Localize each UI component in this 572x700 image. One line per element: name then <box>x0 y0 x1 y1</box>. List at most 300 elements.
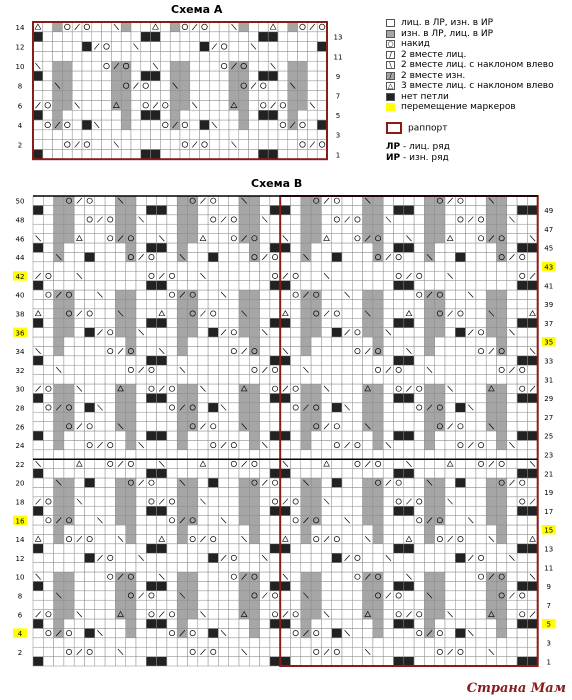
stitch-cell <box>394 318 404 327</box>
stitch-cell <box>507 431 517 440</box>
stitch-cell <box>43 393 53 402</box>
stitch-cell <box>383 318 393 327</box>
stitch-cell <box>218 205 228 214</box>
stitch-cell <box>105 281 115 290</box>
stitch-cell <box>291 563 301 572</box>
yarnover-icon: ○ <box>387 40 394 48</box>
stitch-cell <box>136 487 146 496</box>
stitch-cell <box>54 318 64 327</box>
stitch-cell <box>291 403 301 412</box>
stitch-cell <box>486 281 496 290</box>
stitch-cell <box>136 412 146 421</box>
stitch-cell <box>414 534 424 543</box>
stitch-cell <box>352 478 362 487</box>
stitch-cell <box>404 252 414 261</box>
stitch-cell <box>404 525 414 534</box>
stitch-cell <box>95 384 105 393</box>
stitch-cell <box>466 196 476 205</box>
stitch-cell <box>177 375 187 384</box>
stitch-cell <box>229 346 239 355</box>
stitch-cell <box>229 544 239 553</box>
row-number-left: 26 <box>15 423 25 432</box>
stitch-cell <box>476 628 486 637</box>
stitch-cell <box>115 318 125 327</box>
stitch-cell <box>435 647 445 656</box>
stitch-cell <box>177 243 187 252</box>
stitch-cell <box>85 412 95 421</box>
stitch-cell <box>218 581 228 590</box>
stitch-cell <box>167 591 177 600</box>
stitch-cell <box>188 309 198 318</box>
stitch-cell <box>435 309 445 318</box>
stitch-cell <box>85 346 95 355</box>
stitch-cell <box>311 487 321 496</box>
stitch-cell <box>291 516 301 525</box>
stitch-cell <box>208 525 218 534</box>
stitch-cell <box>188 224 198 233</box>
stitch-cell <box>115 215 125 224</box>
stitch-cell <box>198 393 208 402</box>
stitch-cell <box>363 252 373 261</box>
stitch-cell <box>280 619 290 628</box>
stitch-cell <box>342 610 352 619</box>
stitch-cell <box>188 610 198 619</box>
stitch-cell <box>352 375 362 384</box>
stitch-cell <box>33 581 43 590</box>
stitch-cell <box>74 469 84 478</box>
stitch-cell <box>260 544 270 553</box>
stitch-cell <box>291 459 301 468</box>
stitch-cell <box>435 431 445 440</box>
stitch-cell <box>476 600 486 609</box>
stitch-cell <box>332 628 342 637</box>
stitch-cell <box>332 346 342 355</box>
stitch-cell <box>64 647 74 656</box>
stitch-cell <box>270 638 280 647</box>
stitch-cell <box>280 412 290 421</box>
stitch-cell <box>311 318 321 327</box>
stitch-cell <box>373 243 383 252</box>
stitch-cell <box>188 252 198 261</box>
stitch-cell <box>74 581 84 590</box>
stitch-cell <box>64 365 74 374</box>
stitch-cell <box>43 619 53 628</box>
stitch-cell <box>352 544 362 553</box>
stitch-cell <box>208 299 218 308</box>
stitch-cell <box>321 440 331 449</box>
stitch-cell <box>33 328 43 337</box>
stitch-cell <box>167 365 177 374</box>
stitch-cell <box>85 506 95 515</box>
stitch-cell <box>249 591 259 600</box>
stitch-cell <box>167 581 177 590</box>
stitch-cell <box>352 299 362 308</box>
stitch-cell <box>517 563 527 572</box>
stitch-cell <box>188 581 198 590</box>
stitch-cell <box>64 516 74 525</box>
stitch-cell <box>383 243 393 252</box>
stitch-cell <box>466 600 476 609</box>
stitch-cell <box>311 459 321 468</box>
stitch-cell <box>280 196 290 205</box>
stitch-cell <box>105 553 115 562</box>
stitch-cell <box>311 403 321 412</box>
stitch-cell <box>373 647 383 656</box>
stitch-cell <box>33 506 43 515</box>
stitch-cell <box>280 356 290 365</box>
stitch-cell <box>177 506 187 515</box>
stitch-cell <box>157 375 167 384</box>
stitch-cell <box>414 647 424 656</box>
stitch-cell <box>394 506 404 515</box>
stitch-cell <box>249 309 259 318</box>
stitch-cell <box>249 440 259 449</box>
stitch-cell <box>198 365 208 374</box>
stitch-cell <box>188 572 198 581</box>
stitch-cell <box>507 375 517 384</box>
stitch-cell <box>301 356 311 365</box>
stitch-cell <box>85 600 95 609</box>
stitch-cell <box>486 290 496 299</box>
stitch-cell <box>445 581 455 590</box>
stitch-cell <box>136 346 146 355</box>
stitch-cell <box>332 365 342 374</box>
stitch-cell <box>33 356 43 365</box>
stitch-cell <box>218 610 228 619</box>
stitch-cell <box>476 243 486 252</box>
stitch-cell <box>435 346 445 355</box>
stitch-cell <box>188 657 198 666</box>
stitch-cell <box>126 309 136 318</box>
stitch-cell <box>126 412 136 421</box>
stitch-cell <box>54 497 64 506</box>
stitch-cell <box>95 506 105 515</box>
stitch-cell <box>445 619 455 628</box>
stitch-cell <box>486 328 496 337</box>
stitch-cell <box>280 243 290 252</box>
stitch-cell <box>404 469 414 478</box>
stitch-cell <box>342 318 352 327</box>
stitch-cell <box>167 205 177 214</box>
stitch-cell <box>85 375 95 384</box>
stitch-cell <box>507 346 517 355</box>
stitch-cell <box>373 346 383 355</box>
stitch-cell <box>167 657 177 666</box>
stitch-cell <box>64 299 74 308</box>
stitch-cell <box>126 393 136 402</box>
stitch-cell <box>115 328 125 337</box>
stitch-cell <box>105 525 115 534</box>
stitch-cell <box>43 234 53 243</box>
stitch-cell <box>394 581 404 590</box>
stitch-cell <box>352 365 362 374</box>
stitch-cell <box>146 215 156 224</box>
stitch-cell <box>383 224 393 233</box>
stitch-cell <box>291 243 301 252</box>
stitch-cell <box>486 224 496 233</box>
stitch-cell <box>352 581 362 590</box>
stitch-cell <box>476 356 486 365</box>
stitch-cell <box>157 544 167 553</box>
stitch-cell <box>270 215 280 224</box>
stitch-cell <box>229 215 239 224</box>
stitch-cell <box>126 628 136 637</box>
stitch-cell <box>95 581 105 590</box>
stitch-cell <box>208 281 218 290</box>
stitch-cell <box>291 262 301 271</box>
stitch-cell <box>466 647 476 656</box>
stitch-cell <box>435 638 445 647</box>
stitch-cell <box>414 393 424 402</box>
stitch-cell <box>198 619 208 628</box>
stitch-cell <box>239 318 249 327</box>
stitch-cell <box>43 205 53 214</box>
stitch-cell <box>218 647 228 656</box>
stitch-cell <box>414 337 424 346</box>
stitch-cell <box>445 403 455 412</box>
stitch-cell <box>311 431 321 440</box>
stitch-cell <box>517 356 527 365</box>
stitch-cell <box>311 478 321 487</box>
stitch-cell <box>270 628 280 637</box>
stitch-cell <box>352 657 362 666</box>
stitch-cell <box>394 657 404 666</box>
stitch-cell <box>352 281 362 290</box>
stitch-cell <box>146 234 156 243</box>
stitch-cell <box>435 252 445 261</box>
stitch-cell <box>486 431 496 440</box>
stitch-cell <box>301 469 311 478</box>
stitch-cell <box>466 638 476 647</box>
stitch-cell <box>291 581 301 590</box>
stitch-cell <box>373 375 383 384</box>
stitch-cell <box>466 478 476 487</box>
stitch-cell <box>229 393 239 402</box>
stitch-cell <box>352 346 362 355</box>
stitch-cell <box>455 638 465 647</box>
stitch-cell <box>486 628 496 637</box>
stitch-cell <box>507 628 517 637</box>
stitch-cell <box>54 450 64 459</box>
stitch-cell <box>301 459 311 468</box>
stitch-cell <box>167 619 177 628</box>
stitch-cell <box>414 469 424 478</box>
stitch-cell <box>157 628 167 637</box>
stitch-cell <box>218 487 228 496</box>
stitch-cell <box>218 318 228 327</box>
stitch-cell <box>239 581 249 590</box>
stitch-cell <box>208 271 218 280</box>
stitch-cell <box>64 478 74 487</box>
stitch-cell <box>301 619 311 628</box>
stitch-cell <box>445 328 455 337</box>
stitch-cell <box>85 196 95 205</box>
stitch-cell <box>414 252 424 261</box>
stitch-cell <box>466 393 476 402</box>
stitch-cell <box>517 516 527 525</box>
row-number-right: 33 <box>544 357 554 366</box>
stitch-cell <box>394 299 404 308</box>
stitch-cell <box>394 328 404 337</box>
stitch-cell <box>74 657 84 666</box>
stitch-cell <box>64 440 74 449</box>
stitch-cell <box>146 224 156 233</box>
stitch-cell <box>198 412 208 421</box>
stitch-cell <box>74 215 84 224</box>
stitch-cell <box>321 337 331 346</box>
stitch-cell <box>445 318 455 327</box>
stitch-cell <box>33 205 43 214</box>
stitch-cell <box>33 440 43 449</box>
stitch-cell <box>229 563 239 572</box>
stitch-cell <box>229 384 239 393</box>
stitch-cell <box>146 610 156 619</box>
stitch-cell <box>177 393 187 402</box>
stitch-cell <box>270 234 280 243</box>
stitch-cell <box>424 384 434 393</box>
stitch-cell <box>105 487 115 496</box>
stitch-cell <box>208 553 218 562</box>
stitch-cell <box>301 346 311 355</box>
stitch-cell <box>507 610 517 619</box>
stitch-cell <box>321 525 331 534</box>
stitch-cell <box>249 262 259 271</box>
stitch-cell <box>435 337 445 346</box>
stitch-cell <box>455 234 465 243</box>
stitch-cell <box>270 525 280 534</box>
row-number-left: 36 <box>15 329 25 338</box>
stitch-cell <box>54 271 64 280</box>
stitch-cell <box>249 506 259 515</box>
stitch-cell <box>177 544 187 553</box>
stitch-cell <box>435 657 445 666</box>
stitch-cell <box>352 591 362 600</box>
stitch-cell <box>414 375 424 384</box>
stitch-cell <box>188 591 198 600</box>
stitch-cell <box>198 638 208 647</box>
stitch-cell <box>74 591 84 600</box>
stitch-cell <box>177 356 187 365</box>
stitch-cell <box>404 375 414 384</box>
stitch-cell <box>146 450 156 459</box>
stitch-cell <box>404 356 414 365</box>
stitch-cell <box>177 412 187 421</box>
legend-item-yarnover: ○ накид <box>387 39 430 49</box>
stitch-cell <box>321 581 331 590</box>
stitch-cell <box>332 243 342 252</box>
stitch-cell <box>507 224 517 233</box>
stitch-cell <box>249 299 259 308</box>
stitch-cell <box>260 196 270 205</box>
stitch-cell <box>424 262 434 271</box>
stitch-cell <box>394 365 404 374</box>
stitch-cell <box>394 243 404 252</box>
stitch-cell <box>435 525 445 534</box>
stitch-cell <box>157 525 167 534</box>
stitch-cell <box>414 638 424 647</box>
stitch-cell <box>476 393 486 402</box>
stitch-cell <box>95 544 105 553</box>
stitch-cell <box>517 384 527 393</box>
stitch-cell <box>455 365 465 374</box>
row-number-left: 2 <box>17 648 23 657</box>
stitch-cell <box>95 591 105 600</box>
stitch-cell <box>136 563 146 572</box>
stitch-cell <box>455 450 465 459</box>
stitch-cell <box>126 328 136 337</box>
stitch-cell <box>260 309 270 318</box>
stitch-cell <box>301 600 311 609</box>
stitch-cell <box>301 440 311 449</box>
stitch-cell <box>64 290 74 299</box>
stitch-cell <box>352 262 362 271</box>
row-number-left: 50 <box>15 197 25 206</box>
stitch-cell <box>291 647 301 656</box>
stitch-cell <box>445 600 455 609</box>
stitch-cell <box>424 544 434 553</box>
stitch-cell <box>43 412 53 421</box>
stitch-cell <box>311 384 321 393</box>
stitch-cell <box>43 525 53 534</box>
stitch-cell <box>260 638 270 647</box>
stitch-cell <box>311 506 321 515</box>
stitch-cell <box>280 638 290 647</box>
stitch-cell <box>105 328 115 337</box>
stitch-cell <box>95 196 105 205</box>
stitch-cell <box>373 525 383 534</box>
stitch-cell <box>373 318 383 327</box>
row-number-right: 43 <box>544 263 554 272</box>
stitch-cell <box>54 563 64 572</box>
stitch-cell <box>424 337 434 346</box>
stitch-cell <box>239 600 249 609</box>
stitch-cell <box>517 544 527 553</box>
stitch-cell <box>394 356 404 365</box>
stitch-cell <box>342 384 352 393</box>
stitch-cell <box>218 234 228 243</box>
stitch-cell <box>486 337 496 346</box>
stitch-cell <box>476 563 486 572</box>
stitch-cell <box>373 544 383 553</box>
stitch-cell <box>414 196 424 205</box>
stitch-cell <box>64 638 74 647</box>
stitch-cell <box>157 403 167 412</box>
stitch-cell <box>342 356 352 365</box>
stitch-cell <box>383 516 393 525</box>
stitch-cell <box>321 356 331 365</box>
stitch-cell <box>85 610 95 619</box>
stitch-cell <box>363 553 373 562</box>
stitch-cell <box>311 299 321 308</box>
stitch-cell <box>270 205 280 214</box>
stitch-cell <box>497 234 507 243</box>
stitch-cell <box>311 271 321 280</box>
stitch-cell <box>64 318 74 327</box>
stitch-cell <box>208 422 218 431</box>
stitch-cell <box>527 205 537 214</box>
row-number-left: 24 <box>15 442 25 451</box>
stitch-cell <box>208 337 218 346</box>
stitch-cell <box>394 525 404 534</box>
stitch-cell <box>218 299 228 308</box>
stitch-cell <box>74 262 84 271</box>
stitch-cell <box>115 563 125 572</box>
stitch-cell <box>146 384 156 393</box>
stitch-cell <box>167 393 177 402</box>
stitch-cell <box>249 581 259 590</box>
stitch-cell <box>208 440 218 449</box>
stitch-cell <box>177 234 187 243</box>
